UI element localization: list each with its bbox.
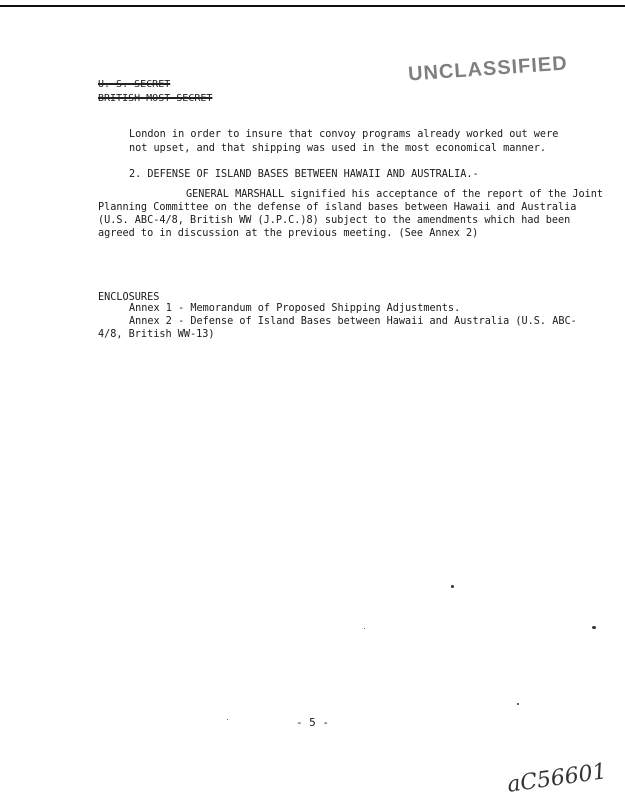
page-number: - 5 - bbox=[295, 716, 330, 729]
scan-speck bbox=[364, 628, 365, 629]
declassification-stamp: UNCLASSIFIED bbox=[407, 52, 569, 86]
section-2-heading: 2. DEFENSE OF ISLAND BASES BETWEEN HAWAII AND AUSTRALIA.- bbox=[129, 169, 479, 180]
scan-speck bbox=[451, 585, 454, 588]
paragraph-2-line-3: (U.S. ABC-4/8, British WW (J.P.C.)8) subject to the amendments which had been bbox=[98, 215, 571, 226]
annex-1-entry: Annex 1 - Memorandum of Proposed Shipping Adjustments. bbox=[129, 303, 461, 314]
british-classification-marking: BRITISH MOST SECRET bbox=[98, 93, 213, 104]
top-border-line bbox=[0, 5, 625, 7]
scan-speck bbox=[592, 626, 596, 629]
scan-speck bbox=[227, 719, 228, 720]
annex-2-entry-line-1: Annex 2 - Defense of Island Bases between Hawaii and Australia (U.S. ABC- bbox=[129, 316, 577, 327]
us-classification-marking: U. S. SECRET bbox=[98, 79, 171, 90]
paragraph-2-line-4: agreed to in discussion at the previous meeting. (See Annex 2) bbox=[98, 228, 479, 239]
paragraph-2-line-2: Planning Committee on the defense of island bases between Hawaii and Australia bbox=[98, 202, 577, 213]
paragraph-1-line-2: not upset, and that shipping was used in the most economical manner. bbox=[129, 143, 547, 154]
handwritten-document-number: aC56601 bbox=[505, 759, 609, 798]
paragraph-1-line-1: London in order to insure that convoy programs already worked out were bbox=[129, 129, 559, 140]
paragraph-2-line-1: GENERAL MARSHALL signified his acceptance of the report of the Joint bbox=[186, 189, 604, 200]
enclosures-heading: ENCLOSURES bbox=[98, 292, 160, 303]
annex-2-entry-line-2: 4/8, British WW-13) bbox=[98, 329, 215, 340]
scan-speck bbox=[517, 703, 519, 705]
